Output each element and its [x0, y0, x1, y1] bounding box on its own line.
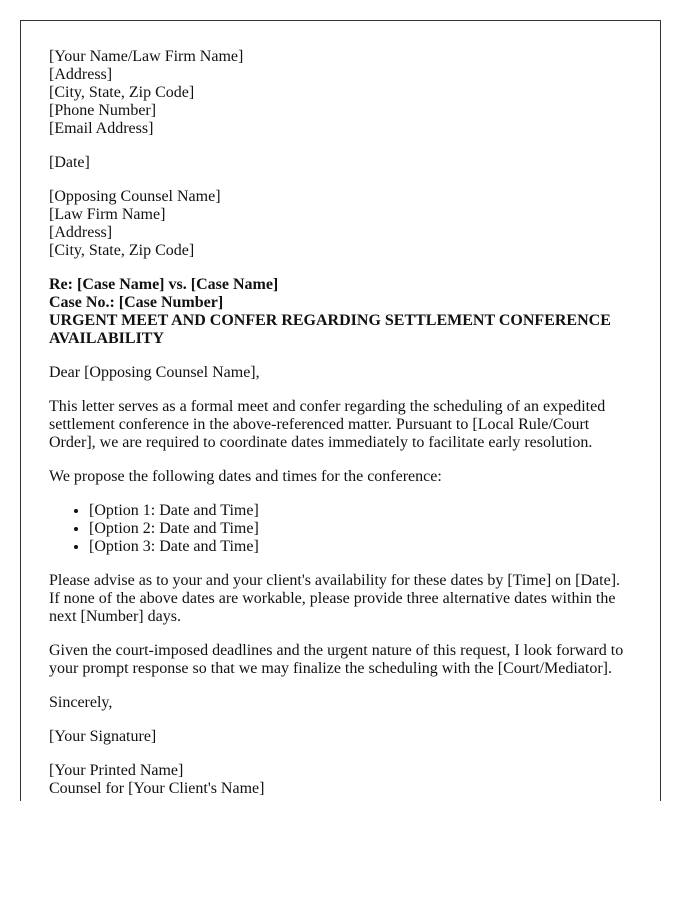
sender-block: [49, 48, 632, 138]
subject-block: [49, 276, 632, 348]
recipient-block: [49, 188, 632, 260]
printed-name: [Your Printed Name]: [49, 762, 184, 779]
subject-title: URGENT MEET AND CONFER REGARDING SETTLEMENT CONFERENCE AVAILABILITY: [49, 312, 611, 347]
sender-address: [Address]: [49, 66, 113, 83]
body-paragraph-3: Please advise as to your and your client's availability for these dates by [Time] on [Date]. If none of the above dates are workable, please provide three alternative dates within the next [Number] days.: [49, 572, 621, 625]
recipient-city-state-zip: [City, State, Zip Code]: [49, 242, 195, 259]
body-paragraph-4: Given the court-imposed deadlines and the urgent nature of this request, I look forward to your prompt response so that we may finalize the scheduling with the [Court/Mediator].: [49, 642, 624, 677]
letter-document: [20, 20, 661, 801]
body-paragraph-2: We propose the following dates and times for the conference:: [49, 468, 442, 485]
counsel-for: Counsel for [Your Client's Name]: [49, 780, 265, 797]
letter-date: [Date]: [49, 154, 90, 171]
list-item: • [Option 2: Date and Time]: [89, 520, 632, 538]
recipient-name: [Opposing Counsel Name]: [49, 188, 221, 205]
document-viewport: [20, 20, 661, 801]
sender-city-state-zip: [City, State, Zip Code]: [49, 84, 195, 101]
proposed-dates-list: [49, 502, 632, 556]
recipient-address: [Address]: [49, 224, 113, 241]
list-item: • [Option 3: Date and Time]: [89, 538, 632, 556]
valediction: Sincerely,: [49, 694, 113, 711]
re-line: Re: [Case Name] vs. [Case Name]: [49, 276, 279, 293]
body-paragraph-1: This letter serves as a formal meet and confer regarding the scheduling of an expedited settlement conference in the above-referenced matter. Pursuant to [Local Rule/Court Order], we are required to coordinate dates immediately to facilitate early resolution.: [49, 398, 606, 451]
sender-email: [Email Address]: [49, 120, 154, 137]
sender-phone: [Phone Number]: [49, 102, 157, 119]
list-item: • [Option 1: Date and Time]: [89, 502, 632, 520]
signature-block: [49, 762, 632, 798]
recipient-firm: [Law Firm Name]: [49, 206, 166, 223]
signature: [Your Signature]: [49, 728, 157, 745]
date-block: [49, 154, 632, 172]
case-number: Case No.: [Case Number]: [49, 294, 224, 311]
salutation: Dear [Opposing Counsel Name],: [49, 364, 260, 381]
sender-name: [Your Name/Law Firm Name]: [49, 48, 244, 65]
